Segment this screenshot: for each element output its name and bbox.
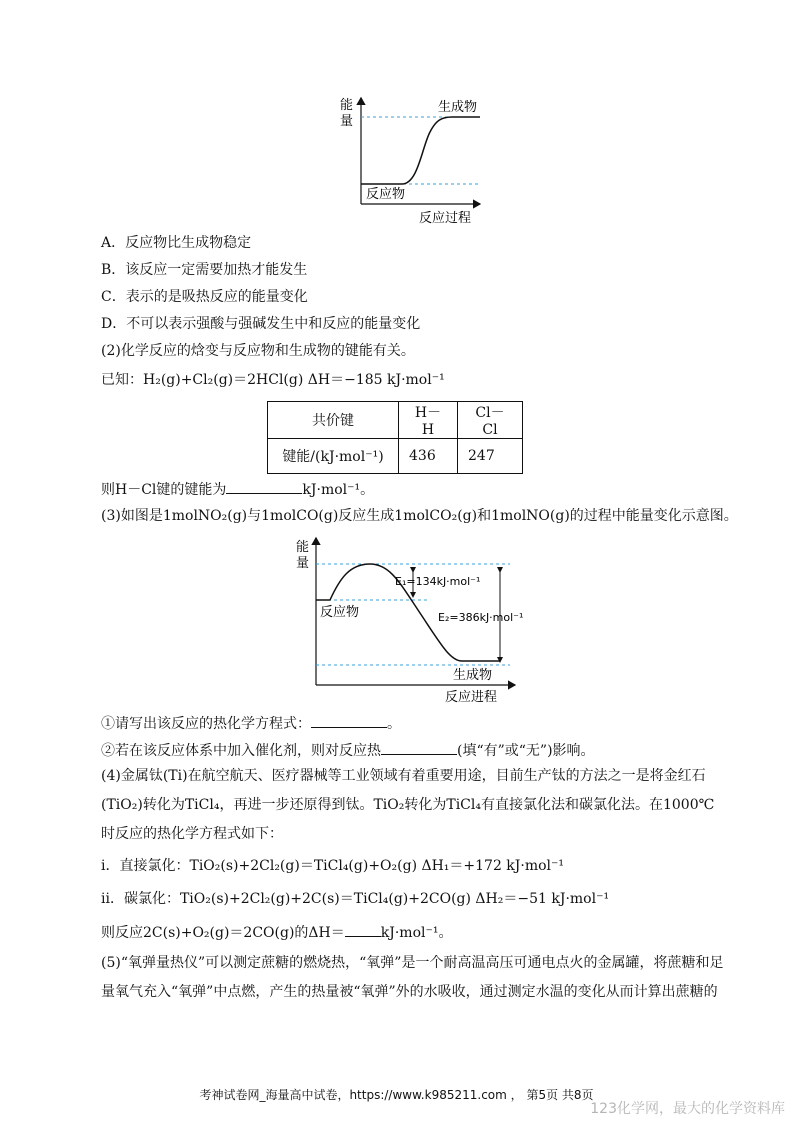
y-label-1: 能 (296, 540, 310, 555)
product-label: 生成物 (438, 100, 478, 115)
energy-diagram-2 (290, 533, 525, 705)
option-b: B．该反应一定需要加热才能发生 (101, 262, 308, 278)
q4-eq1: i．直接氯化：TiO₂(s)+2Cl₂(g)＝TiCl₄(g)+O₂(g) ΔH₁＝+172 kJ·mol⁻¹ (101, 858, 565, 874)
q3-sub1-suffix: 。 (387, 716, 401, 732)
table-row (268, 439, 523, 474)
q2-intro: (2)化学反应的焓变与反应物和生成物的键能有关。 (101, 343, 415, 359)
answer-blank[interactable] (345, 922, 381, 937)
table-cell: 键能/(kJ·mol⁻¹) (268, 439, 399, 474)
table-cell: 436 (399, 439, 458, 474)
q3-sub2-suffix: (填“有”或“无”)影响。 (457, 743, 595, 759)
energy-diagram-1 (330, 92, 490, 227)
answer-blank[interactable] (226, 479, 302, 494)
y-label-2: 量 (296, 556, 310, 571)
answer-blank[interactable] (311, 713, 387, 728)
bond-energy-table (267, 401, 523, 474)
page-footer: 考神试卷网_海量高中试卷，https://www.k985211.com ， 第5页 共8页 (199, 1088, 594, 1102)
q2-known: 已知：H₂(g)+Cl₂(g)＝2HCl(g) ΔH＝−185 kJ·mol⁻¹ (101, 372, 445, 388)
q3-sub2 (101, 740, 595, 760)
q4-line3: 时反应的热化学方程式如下： (101, 826, 283, 842)
q4-line2: (TiO₂)转化为TiCl₄，再进一步还原得到钛。TiO₂转化为TiCl₄有直接氯化法和碳氯化法。在1000℃ (101, 797, 715, 813)
table-cell: 247 (458, 439, 523, 474)
option-c: C．表示的是吸热反应的能量变化 (101, 289, 308, 305)
reactant-label: 反应物 (320, 605, 360, 620)
q5-line1: (5)“氧弹量热仪”可以测定蔗糖的燃烧热，“氧弹”是一个耐高温高压可通电点火的金属罐，将蔗糖和足 (101, 955, 724, 971)
q2-answer-suffix: kJ·mol⁻¹。 (302, 482, 375, 498)
q3-intro: (3)如图是1molNO₂(g)与1molCO(g)反应生成1molCO₂(g)和1molNO(g)的过程中能量变化示意图。 (101, 508, 738, 524)
answer-blank[interactable] (381, 740, 457, 755)
e2-label: E₂=386kJ·mol⁻¹ (438, 611, 524, 624)
option-d: D．不可以表示强酸与强碱发生中和反应的能量变化 (101, 316, 421, 332)
table-header-cell: 共价键 (268, 402, 399, 439)
reactant-label: 反应物 (366, 187, 406, 202)
y-label-2: 量 (340, 114, 354, 129)
product-label: 生成物 (453, 668, 493, 683)
option-a: A．反应物比生成物稳定 (101, 235, 252, 251)
energy-curve (361, 117, 480, 184)
q5-line2: 量氧气充入“氧弹”中点燃，产生的热量被“氧弹”外的水吸收，通过测定水温的变化从而计算出蔗糖的 (101, 984, 718, 1000)
q4-eq2: ii．碳氯化：TiO₂(s)+2Cl₂(g)+2C(s)＝TiCl₄(g)+2CO(g) ΔH₂＝−51 kJ·mol⁻¹ (101, 891, 610, 907)
watermark: 123化学网，最大的化学资料库 (590, 1101, 785, 1117)
q3-sub2-prefix: ②若在该反应体系中加入催化剂，则对反应热 (101, 743, 381, 759)
q3-sub1 (101, 713, 401, 733)
table-header-cell: H－H (399, 402, 458, 439)
e1-label: E₁=134kJ·mol⁻¹ (395, 575, 481, 588)
q2-answer-line (101, 479, 374, 499)
x-label: 反应进程 (445, 690, 498, 705)
table-row (268, 402, 523, 439)
q2-answer-prefix: 则H－Cl键的键能为 (101, 482, 227, 498)
q4-ask-suffix: kJ·mol⁻¹。 (380, 925, 453, 941)
x-label: 反应过程 (419, 211, 472, 226)
q4-line1: (4)金属钛(Ti)在航空航天、医疗器械等工业领域有着重要用途，目前生产钛的方法之一是将金红石 (101, 768, 706, 784)
y-label-1: 能 (340, 98, 354, 113)
q4-ask (101, 922, 452, 942)
q4-ask-prefix: 则反应2C(s)+O₂(g)＝2CO(g)的ΔH＝ (101, 925, 345, 941)
q3-sub1-prefix: ①请写出该反应的热化学方程式： (101, 716, 311, 732)
table-header-cell: Cl－Cl (458, 402, 523, 439)
